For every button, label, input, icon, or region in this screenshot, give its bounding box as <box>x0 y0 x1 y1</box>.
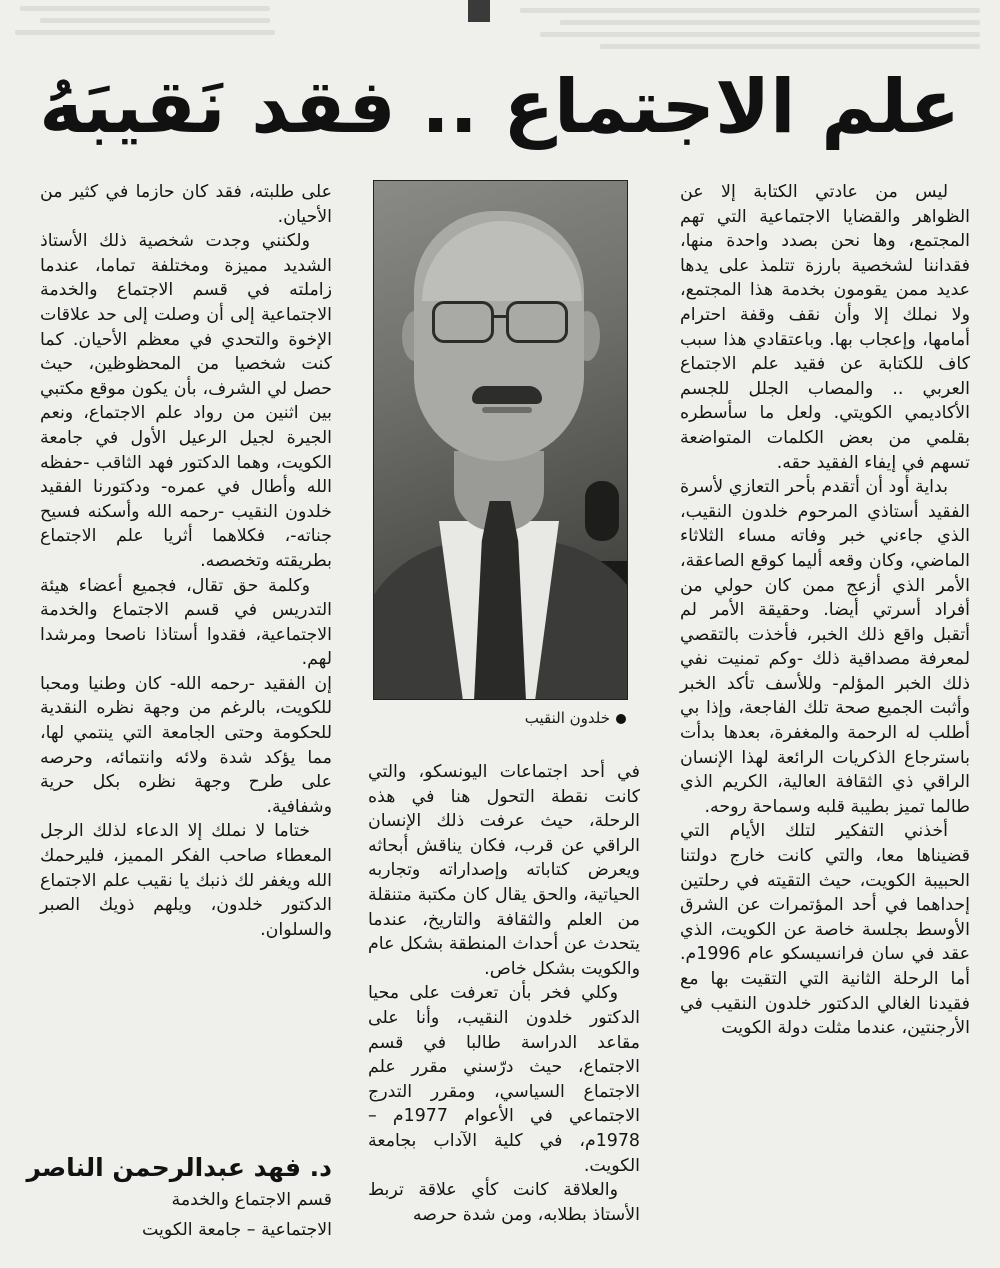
paragraph: في أحد اجتماعات اليونسكو، والتي كانت نقطة التحول هنا في هذه الرحلة، حيث عرفت ذلك الإنسان الراقي عن قرب، فكان يناقش أبحاثه ويعرض كتاباته وإصداراته وتجاربه الحياتية، والحق يقال كان مكتبة متنقلة من العلم والثقافة والتاريخ، عندما يتحدث عن أحداث المنطقة بشكل عام والكويت بشكل خاص. <box>368 762 640 979</box>
paragraph: بداية أود أن أتقدم بأحر التعازي لأسرة الفقيد أستاذي المرحوم خلدون النقيب، الذي جاءني خبر وفاته مساء الثلاثاء الماضي، وكان وقعه أليما كوقع الصاعقة، الأمر الذي أزعج ممن كان حولي من أفراد أسرتي أيضا. وحقيقة الأمر لم أتقبل واقع ذلك الخبر، فأخذت بالتقصي لمعرفة مصداقية ذلك -وكم تمنيت نفي ذلك الخبر المؤلم- وللأسف تأكد الخبر وأثبت الجميع صحة تلك الفاجعة، وإذا بي أطلب له الرحمة والمغفرة، بعدها بدأت باسترجاع الذكريات الرائعة لهذا الإنسان الراقي ذي الثقافة العالية، الكريم الذي طالما تميز بطيبة قلبه وسماحة روحه. <box>680 477 970 817</box>
microphone-shape <box>585 481 619 541</box>
bleed-through-text <box>0 0 1000 55</box>
paragraph: على طلبته، فقد كان حازما في كثير من الأحيان. <box>40 182 332 227</box>
article-column-left <box>40 180 332 942</box>
paragraph: ولكنني وجدت شخصية ذلك الأستاذ الشديد مميزة ومختلفة تماما، عندما زاملته في قسم الاجتماع والخدمة الاجتماعية إلى أن وصلت إلى حد علاقات الإخوة والتحدي في معظم الأحيان. كما كنت شخصيا من المحظوظين، حيث حصل لي الشرف، بأن يكون موقع مكتبي بين اثنين من رواد علم الاجتماع، ونعم الجيرة لجيل الرعيل الأول في جامعة الكويت، وهما الدكتور فهد الثاقب -حفظه الله وأطال في عمره- ودكتورنا الفقيد خلدون النقيب -رحمه الله وأسكنه فسيح جناته-، فكلاهما أثريا علم الاجتماع بطريقته وتخصصه. <box>40 231 332 571</box>
paragraph: أخذني التفكير لتلك الأيام التي قضيناها معا، والتي كانت خارج دولتنا الحبيبة الكويت، حيث التقيته في رحلتين إحداهما في أحد المؤتمرات عن الشرق الأوسط بجلسة خاصة عن الكويت، الذي عقد في سان فرانسيسكو عام 1996م. أما الرحلة الثانية التي التقيت بها مع فقيدنا الغالي الدكتور خلدون النقيب في الأرجنتين، عندما مثلت دولة الكويت <box>680 821 970 1039</box>
article-column-middle <box>368 760 640 1227</box>
article-column-right <box>680 180 970 1041</box>
top-marker-block <box>468 0 490 22</box>
author-affiliation-line1: قسم الاجتماع والخدمة <box>171 1190 332 1210</box>
paragraph: ليس من عادتي الكتابة إلا عن الظواهر والقضايا الاجتماعية التي تهم المجتمع، وها نحن بصدد واحدة منها، فقداننا لشخصية بارزة تتلمذ على يدها عديد ممن يقومون بخدمة هذا المجتمع، ولا نملك إلا وأن نقف وقفة احترام أمامها، وإعجاب بها. وباعتقادي هذا سبب كاف للكتابة عن فقيد علم الاجتماع العربي .. والمصاب الجلل للجسم الأكاديمي الكويتي. ولعل ما سأسطره بقلمي من بعض الكلمات المتواضعة تسهم في إيفاء الفقيد حقه. <box>680 182 970 473</box>
portrait-photo <box>373 180 628 700</box>
bullet-icon <box>616 714 626 724</box>
author-name: د. فهد عبدالرحمن الناصر <box>26 1153 332 1182</box>
article-headline: علم الاجتماع .. فقد نَقيبَهُ <box>39 64 960 150</box>
paragraph: وكلمة حق تقال، فجميع أعضاء هيئة التدريس في قسم الاجتماع والخدمة الاجتماعية، فقدوا أستاذا ناصحا ومرشدا لهم. <box>40 575 332 670</box>
photo-caption-text: خلدون النقيب <box>524 709 610 727</box>
paragraph: إن الفقيد -رحمه الله- كان وطنيا ومحبا للكويت، بالرغم من وجهة نظره النقدية للحكومة وحتى الجامعة التي ينتمي لها، مما يؤكد شدة ولائه وانتمائه، وحرصه على طرح وجهة نظره بكل حرية وشفافية. <box>40 673 332 817</box>
author-affiliation-line2: الاجتماعية – جامعة الكويت <box>141 1220 332 1240</box>
photo-caption <box>366 706 626 730</box>
paragraph: وكلي فخر بأن تعرفت على محيا الدكتور خلدون النقيب، وأنا على مقاعد الدراسة طالبا في قسم الاجتماع، حيث درّسني مقرر علم الاجتماع السياسي، ومقرر التدرج الاجتماعي في الأعوام 1977م – 1978م، في كلية الآداب بجامعة الكويت. <box>368 983 640 1176</box>
paragraph: والعلاقة كانت كأي علاقة تربط الأستاذ بطلابه، ومن شدة حرصه <box>368 1180 640 1225</box>
paragraph: ختاما لا نملك إلا الدعاء لذلك الرجل المعطاء صاحب الفكر المميز، فليرحمك الله ويغفر لك ذنبك يا نقيب علم الاجتماع الدكتور خلدون، ويلهم ذويك الصبر والسلوان. <box>40 821 332 940</box>
